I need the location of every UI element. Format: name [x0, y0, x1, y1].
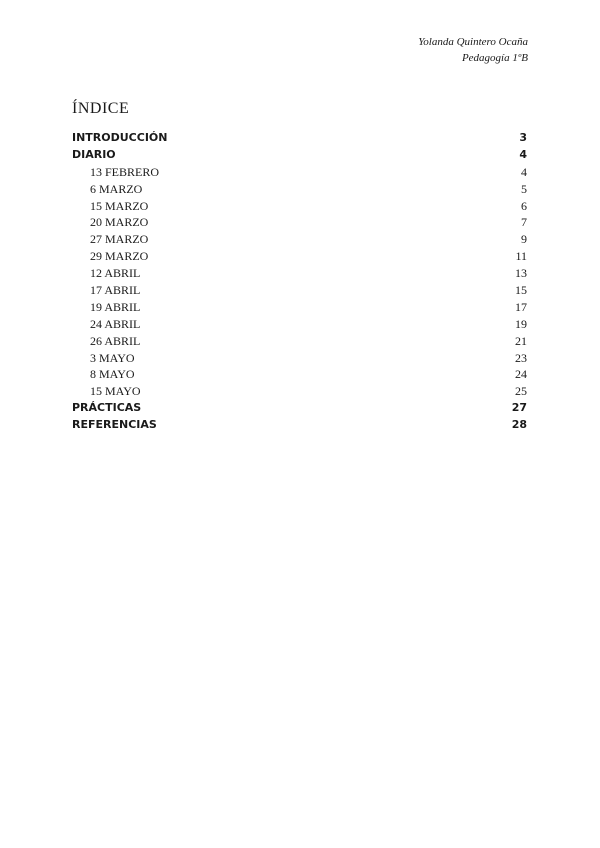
toc-subsection-entry[interactable]: [72, 182, 527, 199]
toc-entry-label: 29 MARZO: [90, 249, 149, 264]
toc-entry-page-number: 4: [519, 147, 527, 161]
toc-section-entry[interactable]: [72, 401, 527, 418]
toc-entry-page-number: 4: [521, 164, 527, 179]
toc-entry-page-number: 9: [521, 232, 527, 247]
toc-entry-label: 13 FEBRERO: [90, 164, 160, 179]
toc-entry-label: 6 MARZO: [90, 181, 143, 196]
toc-entry-page-number: 15: [515, 283, 527, 298]
toc-subsection-entry[interactable]: [72, 283, 527, 300]
toc-entry-page-number: 3: [519, 131, 527, 144]
toc-section-entry[interactable]: [72, 418, 527, 435]
toc-subsection-entry[interactable]: [72, 215, 527, 232]
toc-entry-label: REFERENCIAS: [72, 418, 157, 432]
toc-entry-page-number: 28: [511, 418, 527, 432]
toc-subsection-entry[interactable]: [72, 300, 527, 317]
toc-entry-page-number: 13: [515, 266, 527, 281]
page-title: ÍNDICE: [72, 100, 130, 117]
toc-entry-page-number: 11: [515, 249, 527, 264]
toc-subsection-entry[interactable]: [72, 232, 527, 249]
toc-entry-page-number: 25: [515, 384, 527, 399]
toc-entry-page-number: 24: [515, 367, 527, 382]
table-of-contents: [72, 131, 527, 435]
toc-entry-label: INTRODUCCIÓN: [72, 131, 168, 144]
toc-subsection-entry[interactable]: [72, 351, 527, 368]
toc-entry-label: 20 MARZO: [90, 215, 149, 230]
toc-subsection-entry[interactable]: [72, 317, 527, 334]
course-name: Pedagogía 1ºB: [461, 52, 528, 64]
toc-subsection-entry[interactable]: [72, 266, 527, 283]
toc-entry-page-number: 23: [515, 350, 527, 365]
toc-entry-label: 8 MAYO: [90, 367, 135, 382]
author-name: Yolanda Quintero Ocaña: [418, 36, 528, 48]
toc-subsection-entry[interactable]: [72, 249, 527, 266]
toc-entry-page-number: 17: [515, 299, 527, 314]
toc-entry-page-number: 27: [511, 401, 527, 415]
toc-entry-label: DIARIO: [72, 147, 116, 161]
toc-entry-label: 24 ABRIL: [90, 316, 141, 331]
toc-entry-label: 15 MARZO: [90, 198, 149, 213]
toc-entry-label: PRÁCTICAS: [72, 401, 142, 415]
toc-entry-label: 3 MAYO: [90, 350, 135, 365]
toc-entry-label: 17 ABRIL: [90, 283, 141, 298]
toc-subsection-entry[interactable]: [72, 165, 527, 182]
toc-entry-page-number: 19: [515, 316, 527, 331]
toc-subsection-entry[interactable]: [72, 384, 527, 401]
toc-section-entry[interactable]: [72, 131, 527, 148]
page-header: [418, 34, 528, 66]
toc-entry-label: 26 ABRIL: [90, 333, 141, 348]
toc-entry-page-number: 7: [521, 215, 527, 230]
toc-subsection-entry[interactable]: [72, 334, 527, 351]
toc-entry-page-number: 6: [521, 198, 527, 213]
toc-subsection-entry[interactable]: [72, 367, 527, 384]
toc-entry-label: 19 ABRIL: [90, 299, 141, 314]
toc-entry-label: 27 MARZO: [90, 232, 149, 247]
toc-entry-page-number: 5: [521, 181, 527, 196]
toc-entry-label: 15 MAYO: [90, 384, 141, 399]
toc-entry-label: 12 ABRIL: [90, 266, 141, 281]
toc-subsection-entry[interactable]: [72, 199, 527, 216]
toc-entry-page-number: 21: [515, 333, 527, 348]
toc-section-entry[interactable]: [72, 148, 527, 165]
